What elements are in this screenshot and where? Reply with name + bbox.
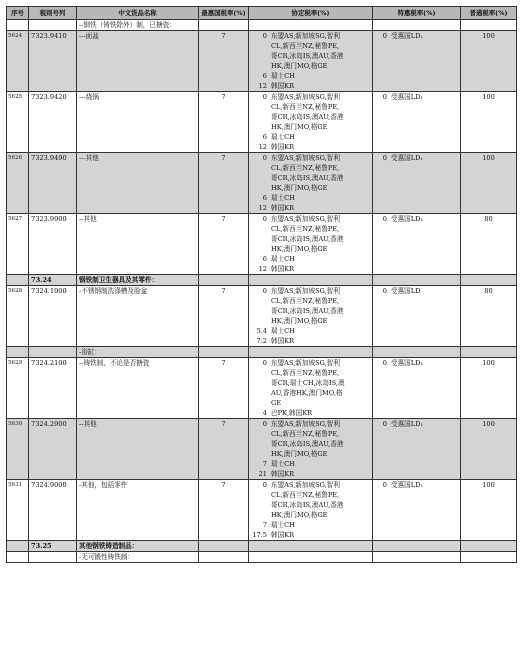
conventional-rate-line — [249, 480, 372, 490]
conventional-rate-partners: HK,澳门MO,格GE — [271, 62, 328, 70]
conventional-rate-line — [249, 183, 372, 193]
conventional-rate-value — [249, 368, 271, 378]
empty-cell — [199, 347, 249, 358]
preferential-rate-line — [373, 358, 460, 368]
conventional-rate-partners: 东盟AS,新加坡SG,智利 — [271, 154, 340, 162]
preferential-rate-partners: 受惠国LD₁ — [391, 32, 424, 40]
mfn-rate: 7 — [199, 214, 249, 275]
empty-cell — [373, 347, 461, 358]
table-row — [7, 358, 517, 419]
empty-cell — [461, 347, 517, 358]
conventional-rate-partners: CL,新西兰NZ,秘鲁PE, — [271, 491, 340, 499]
conventional-rate-line — [249, 469, 372, 479]
conventional-rate-value — [249, 388, 271, 398]
conventional-rate-line — [249, 41, 372, 51]
conventional-rate-line — [249, 500, 372, 510]
conventional-rate-partners: CL,新西兰NZ,秘鲁PE, — [271, 297, 340, 305]
conventional-rate-partners: 哥CR,冰岛IS,澳AU,香港 — [271, 307, 344, 315]
conventional-rate-line — [249, 398, 372, 408]
empty-cell — [249, 541, 373, 552]
preferential-rates — [373, 419, 461, 480]
preferential-rate-partners: 受惠国LD₁ — [391, 215, 424, 223]
tariff-code: 7324.2100 — [29, 358, 77, 419]
conventional-rate-line — [249, 530, 372, 540]
conventional-rate-value — [249, 183, 271, 193]
conventional-rate-partners: HK,澳门MO,格GE — [271, 450, 328, 458]
conventional-rate-value: 6 — [262, 72, 267, 80]
empty-cell — [461, 20, 517, 31]
empty-cell — [373, 552, 461, 563]
goods-name: -其他，包括零件 — [77, 480, 199, 541]
conventional-rate-value — [249, 296, 271, 306]
conventional-rate-value: 0 — [262, 32, 267, 40]
conventional-rate-line — [249, 132, 372, 142]
conventional-rate-line — [249, 439, 372, 449]
conventional-rate-line — [249, 326, 372, 336]
preferential-rate-line — [373, 31, 460, 41]
conventional-rate-value — [249, 61, 271, 71]
conventional-rates — [249, 358, 373, 419]
conventional-rate-line — [249, 378, 372, 388]
preferential-rate-value: 0 — [382, 420, 387, 428]
empty-cell — [461, 552, 517, 563]
conventional-rate-value: 0 — [262, 481, 267, 489]
conventional-rate-partners: HK,澳门MO,格GE — [271, 184, 328, 192]
conventional-rate-partners: 哥CR,冰岛IS,澳AU,香港 — [271, 52, 344, 60]
conventional-rate-value: 5.4 — [256, 327, 267, 335]
preferential-rates — [373, 358, 461, 419]
header-mfn: 最惠国税率(%) — [199, 7, 249, 20]
preferential-rate-value: 0 — [382, 93, 387, 101]
conventional-rate-partners: 东盟AS,新加坡SG,智利 — [271, 287, 340, 295]
preferential-rate-value: 0 — [382, 154, 387, 162]
conventional-rate-partners: 瑞士CH — [271, 72, 295, 80]
conventional-rate-value: 7 — [262, 521, 267, 529]
table-row — [7, 31, 517, 92]
conventional-rate-partners: GE — [271, 399, 282, 407]
conventional-rate-value: 12 — [258, 204, 267, 212]
section-heading-row — [7, 275, 517, 286]
empty-cell — [373, 275, 461, 286]
conventional-rates — [249, 153, 373, 214]
conventional-rate-value: 17.5 — [252, 531, 267, 539]
goods-name: 钢铁制卫生器具及其零件： — [77, 275, 199, 286]
conventional-rate-value — [249, 510, 271, 520]
conventional-rate-line — [249, 163, 372, 173]
tariff-code: 7324.1000 — [29, 286, 77, 347]
conventional-rate-value: 7.2 — [256, 337, 267, 345]
empty-cell — [461, 275, 517, 286]
conventional-rate-line — [249, 112, 372, 122]
general-rate: 80 — [461, 286, 517, 347]
conventional-rates — [249, 286, 373, 347]
preferential-rate-line — [373, 214, 460, 224]
mfn-rate: 7 — [199, 31, 249, 92]
goods-name: ---面盆 — [77, 31, 199, 92]
section-heading-row — [7, 347, 517, 358]
empty-cell — [199, 541, 249, 552]
seq-number — [7, 552, 29, 563]
conventional-rate-line — [249, 368, 372, 378]
goods-name: --铸铁制，不论是否搪瓷 — [77, 358, 199, 419]
conventional-rate-partners: 哥CR,冰岛IS,澳AU,香港 — [271, 501, 344, 509]
tariff-code: 7323.9410 — [29, 31, 77, 92]
tariff-code: 73.25 — [29, 541, 77, 552]
conventional-rate-value — [249, 163, 271, 173]
conventional-rate-line — [249, 296, 372, 306]
conventional-rate-line — [249, 203, 372, 213]
table-row — [7, 214, 517, 275]
conventional-rate-value — [249, 51, 271, 61]
conventional-rate-value — [249, 102, 271, 112]
preferential-rate-line — [373, 153, 460, 163]
conventional-rate-partners: AU,香港HK,澳门MO,格 — [271, 389, 343, 397]
empty-cell — [249, 347, 373, 358]
conventional-rate-value: 6 — [262, 133, 267, 141]
conventional-rate-value — [249, 316, 271, 326]
conventional-rate-partners: 瑞士CH — [271, 194, 295, 202]
preferential-rate-partners: 受惠国LD₁ — [391, 93, 424, 101]
empty-cell — [461, 541, 517, 552]
conventional-rate-partners: 瑞士CH — [271, 255, 295, 263]
conventional-rate-value — [249, 173, 271, 183]
conventional-rate-partners: CL,新西兰NZ,秘鲁PE, — [271, 164, 340, 172]
conventional-rate-value — [249, 41, 271, 51]
tariff-code — [29, 20, 77, 31]
tariff-table — [6, 6, 517, 563]
conventional-rate-line — [249, 122, 372, 132]
goods-name: ---其他 — [77, 153, 199, 214]
tariff-code — [29, 552, 77, 563]
preferential-rates — [373, 480, 461, 541]
preferential-rate-partners: 受惠国LD₁ — [391, 154, 424, 162]
tariff-code: 7323.9490 — [29, 153, 77, 214]
seq-number: 5626 — [7, 153, 29, 214]
seq-number: 5629 — [7, 358, 29, 419]
conventional-rate-value — [249, 244, 271, 254]
conventional-rate-line — [249, 449, 372, 459]
conventional-rate-line — [249, 92, 372, 102]
conventional-rate-value — [249, 112, 271, 122]
seq-number — [7, 275, 29, 286]
preferential-rates — [373, 286, 461, 347]
conventional-rate-partners: 哥CR,瑞士CH,冰岛IS,澳 — [271, 379, 345, 387]
conventional-rate-partners: 韩国KR — [271, 470, 295, 478]
conventional-rate-value — [249, 490, 271, 500]
conventional-rate-value: 4 — [262, 409, 267, 417]
goods-name: --其他 — [77, 419, 199, 480]
header-seq: 序号 — [7, 7, 29, 20]
conventional-rate-partners: CL,新西兰NZ,秘鲁PE, — [271, 225, 340, 233]
conventional-rates — [249, 480, 373, 541]
empty-cell — [373, 20, 461, 31]
seq-number — [7, 541, 29, 552]
conventional-rate-line — [249, 520, 372, 530]
tariff-code: 73.24 — [29, 275, 77, 286]
conventional-rate-value — [249, 398, 271, 408]
conventional-rate-partners: 东盟AS,新加坡SG,智利 — [271, 481, 340, 489]
header-name: 中文货品名称 — [77, 7, 199, 20]
conventional-rate-partners: 东盟AS,新加坡SG,智利 — [271, 32, 340, 40]
preferential-rate-line — [373, 419, 460, 429]
mfn-rate: 7 — [199, 286, 249, 347]
goods-name: -不锈钢制洗涤槽及脸盆 — [77, 286, 199, 347]
empty-cell — [373, 541, 461, 552]
conventional-rate-value: 0 — [262, 154, 267, 162]
conventional-rate-line — [249, 244, 372, 254]
empty-cell — [199, 20, 249, 31]
conventional-rate-value: 0 — [262, 420, 267, 428]
conventional-rate-line — [249, 193, 372, 203]
table-row — [7, 480, 517, 541]
conventional-rate-partners: 东盟AS,新加坡SG,智利 — [271, 420, 340, 428]
seq-number: 5628 — [7, 286, 29, 347]
conventional-rate-partners: 东盟AS,新加坡SG,智利 — [271, 359, 340, 367]
conventional-rate-line — [249, 388, 372, 398]
conventional-rate-partners: HK,澳门MO,格GE — [271, 245, 328, 253]
conventional-rate-partners: 东盟AS,新加坡SG,智利 — [271, 215, 340, 223]
conventional-rate-partners: 哥CR,冰岛IS,澳AU,香港 — [271, 113, 344, 121]
general-rate: 100 — [461, 419, 517, 480]
goods-name: --其他 — [77, 214, 199, 275]
conventional-rate-partners: 瑞士CH — [271, 460, 295, 468]
mfn-rate: 7 — [199, 419, 249, 480]
conventional-rate-value — [249, 439, 271, 449]
conventional-rate-value — [249, 378, 271, 388]
preferential-rate-value: 0 — [382, 359, 387, 367]
preferential-rate-line — [373, 480, 460, 490]
seq-number — [7, 20, 29, 31]
empty-cell — [249, 275, 373, 286]
conventional-rate-partners: 韩国KR — [271, 204, 295, 212]
mfn-rate: 7 — [199, 92, 249, 153]
conventional-rate-partners: CL,新西兰NZ,秘鲁PE, — [271, 42, 340, 50]
conventional-rate-line — [249, 336, 372, 346]
section-heading-row — [7, 20, 517, 31]
preferential-rate-line — [373, 92, 460, 102]
conventional-rate-partners: HK,澳门MO,格GE — [271, 317, 328, 325]
header-general: 普通税率(%) — [461, 7, 517, 20]
conventional-rates — [249, 214, 373, 275]
conventional-rate-value: 12 — [258, 265, 267, 273]
conventional-rates — [249, 419, 373, 480]
conventional-rate-value — [249, 429, 271, 439]
conventional-rate-line — [249, 153, 372, 163]
conventional-rate-line — [249, 234, 372, 244]
conventional-rate-line — [249, 490, 372, 500]
tariff-code: 7324.9000 — [29, 480, 77, 541]
conventional-rate-value — [249, 122, 271, 132]
mfn-rate: 7 — [199, 153, 249, 214]
table-body — [7, 20, 517, 563]
preferential-rate-value: 0 — [382, 32, 387, 40]
conventional-rate-line — [249, 306, 372, 316]
conventional-rate-partners: HK,澳门MO,格GE — [271, 511, 328, 519]
conventional-rate-line — [249, 358, 372, 368]
conventional-rate-line — [249, 316, 372, 326]
conventional-rate-line — [249, 459, 372, 469]
empty-cell — [199, 552, 249, 563]
seq-number: 5624 — [7, 31, 29, 92]
tariff-code: 7323.9420 — [29, 92, 77, 153]
table-row — [7, 92, 517, 153]
conventional-rate-value: 0 — [262, 93, 267, 101]
seq-number: 5631 — [7, 480, 29, 541]
conventional-rate-value: 0 — [262, 215, 267, 223]
conventional-rate-line — [249, 510, 372, 520]
conventional-rate-line — [249, 102, 372, 112]
preferential-rate-value: 0 — [382, 287, 387, 295]
tariff-code: 7323.9900 — [29, 214, 77, 275]
conventional-rate-line — [249, 254, 372, 264]
conventional-rate-line — [249, 419, 372, 429]
preferential-rate-partners: 受惠国LD₁ — [391, 420, 424, 428]
goods-name: 其他钢铁铸造制品： — [77, 541, 199, 552]
goods-name: ---烧锅 — [77, 92, 199, 153]
goods-name: --钢铁（铸铁除外）制，已搪瓷： — [77, 20, 199, 31]
conventional-rate-line — [249, 224, 372, 234]
tariff-code: 7324.2900 — [29, 419, 77, 480]
conventional-rate-partners: 瑞士CH — [271, 133, 295, 141]
goods-name: -浴缸： — [77, 347, 199, 358]
preferential-rates — [373, 153, 461, 214]
header-preferential: 特惠税率(%) — [373, 7, 461, 20]
conventional-rate-partners: 哥CR,冰岛IS,澳AU,香港 — [271, 440, 344, 448]
conventional-rate-value — [249, 224, 271, 234]
mfn-rate: 7 — [199, 358, 249, 419]
conventional-rate-partners: 瑞士CH — [271, 327, 295, 335]
header-conventional: 协定税率(%) — [249, 7, 373, 20]
section-heading-row — [7, 541, 517, 552]
conventional-rate-line — [249, 173, 372, 183]
table-header-row — [7, 7, 517, 20]
preferential-rates — [373, 214, 461, 275]
conventional-rate-line — [249, 142, 372, 152]
conventional-rate-value: 0 — [262, 359, 267, 367]
seq-number: 5625 — [7, 92, 29, 153]
tariff-code — [29, 347, 77, 358]
preferential-rates — [373, 92, 461, 153]
general-rate: 100 — [461, 31, 517, 92]
conventional-rate-partners: 韩国KR — [271, 143, 295, 151]
conventional-rate-value: 0 — [262, 287, 267, 295]
conventional-rate-line — [249, 429, 372, 439]
table-row — [7, 153, 517, 214]
conventional-rate-partners: 哥CR,冰岛IS,澳AU,香港 — [271, 235, 344, 243]
conventional-rate-line — [249, 71, 372, 81]
empty-cell — [249, 552, 373, 563]
conventional-rate-value — [249, 500, 271, 510]
tariff-table-page — [6, 6, 516, 563]
preferential-rate-partners: 受惠国LD — [391, 287, 421, 295]
general-rate: 100 — [461, 480, 517, 541]
conventional-rate-value — [249, 449, 271, 459]
conventional-rate-line — [249, 81, 372, 91]
conventional-rate-line — [249, 214, 372, 224]
conventional-rates — [249, 31, 373, 92]
conventional-rate-partners: 韩国KR — [271, 265, 295, 273]
conventional-rate-line — [249, 31, 372, 41]
conventional-rate-partners: 巴PK,韩国KR — [271, 409, 313, 417]
conventional-rate-value: 12 — [258, 143, 267, 151]
conventional-rate-partners: CL,新西兰NZ,秘鲁PE, — [271, 103, 340, 111]
preferential-rates — [373, 31, 461, 92]
general-rate: 100 — [461, 358, 517, 419]
seq-number: 5627 — [7, 214, 29, 275]
conventional-rate-line — [249, 264, 372, 274]
conventional-rate-value — [249, 306, 271, 316]
conventional-rate-line — [249, 51, 372, 61]
header-code: 税则号列 — [29, 7, 77, 20]
conventional-rate-partners: 韩国KR — [271, 531, 295, 539]
preferential-rate-value: 0 — [382, 215, 387, 223]
conventional-rate-partners: 东盟AS,新加坡SG,智利 — [271, 93, 340, 101]
preferential-rate-partners: 受惠国LD₁ — [391, 481, 424, 489]
conventional-rate-value: 6 — [262, 255, 267, 263]
conventional-rate-partners: 瑞士CH — [271, 521, 295, 529]
conventional-rate-value: 6 — [262, 194, 267, 202]
section-heading-row — [7, 552, 517, 563]
conventional-rate-line — [249, 408, 372, 418]
conventional-rate-value: 7 — [262, 460, 267, 468]
empty-cell — [249, 20, 373, 31]
conventional-rate-value: 21 — [258, 470, 267, 478]
table-row — [7, 419, 517, 480]
conventional-rate-value — [249, 234, 271, 244]
conventional-rate-partners: 韩国KR — [271, 337, 295, 345]
conventional-rate-partners: CL,新西兰NZ,秘鲁PE, — [271, 369, 340, 377]
empty-cell — [199, 275, 249, 286]
preferential-rate-partners: 受惠国LD₁ — [391, 359, 424, 367]
preferential-rate-line — [373, 286, 460, 296]
seq-number: 5630 — [7, 419, 29, 480]
seq-number — [7, 347, 29, 358]
conventional-rate-partners: CL,新西兰NZ,秘鲁PE, — [271, 430, 340, 438]
conventional-rate-partners: HK,澳门MO,格GE — [271, 123, 328, 131]
conventional-rate-partners: 韩国KR — [271, 82, 295, 90]
goods-name: -无可锻性铸铁制： — [77, 552, 199, 563]
conventional-rates — [249, 92, 373, 153]
general-rate: 100 — [461, 153, 517, 214]
general-rate: 80 — [461, 214, 517, 275]
preferential-rate-value: 0 — [382, 481, 387, 489]
conventional-rate-value: 12 — [258, 82, 267, 90]
mfn-rate: 7 — [199, 480, 249, 541]
conventional-rate-line — [249, 61, 372, 71]
general-rate: 100 — [461, 92, 517, 153]
conventional-rate-partners: 哥CR,冰岛IS,澳AU,香港 — [271, 174, 344, 182]
conventional-rate-line — [249, 286, 372, 296]
table-row — [7, 286, 517, 347]
